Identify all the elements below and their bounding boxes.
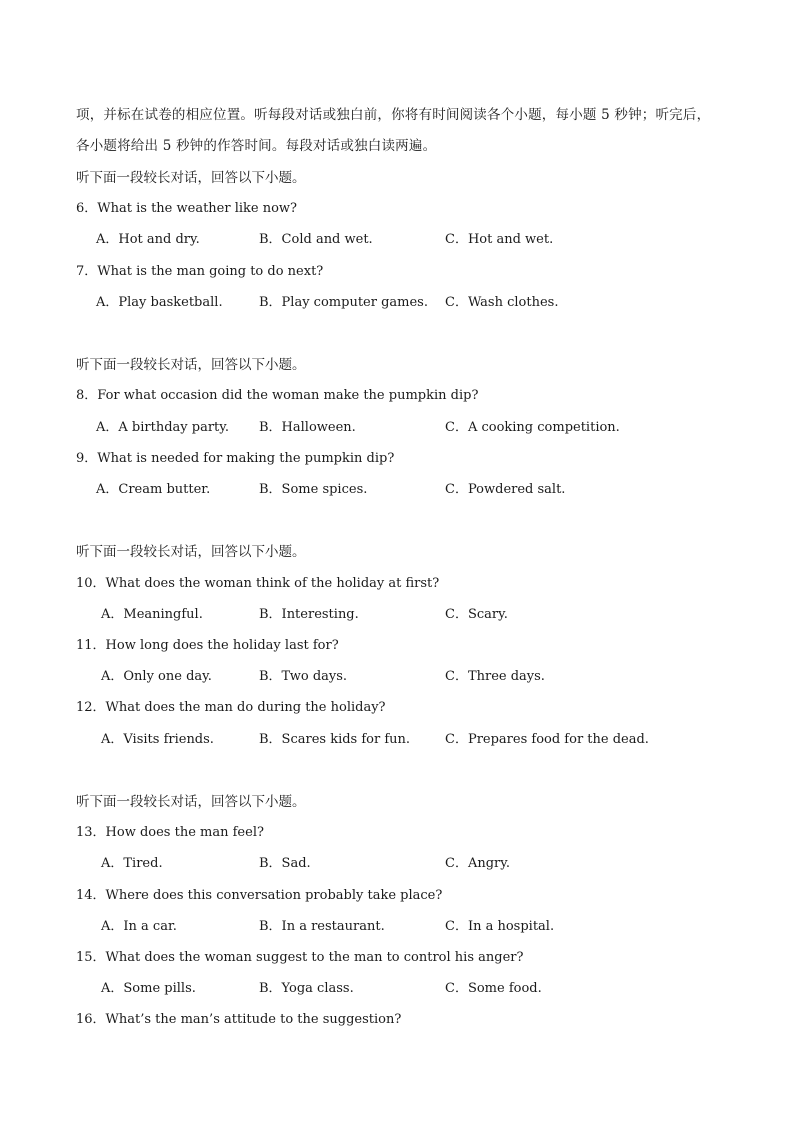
q6-option-a[interactable]: A．Hot and dry. <box>96 232 200 247</box>
question-15: 15．What does the woman suggest to the man to control his anger? <box>76 950 524 965</box>
q9-option-a[interactable]: A．Cream butter. <box>96 482 211 497</box>
q7-option-b[interactable]: B．Play computer games. <box>259 295 428 310</box>
q7-option-c[interactable]: C．Wash clothes. <box>445 295 559 310</box>
q15-option-b[interactable]: B．Yoga class. <box>259 981 354 996</box>
question-10: 10．What does the woman think of the holiday at first? <box>76 576 440 591</box>
q12-option-c[interactable]: C．Prepares food for the dead. <box>445 732 649 747</box>
q10-option-a[interactable]: A．Meaningful. <box>101 607 203 622</box>
section-heading: 听下面一段较长对话，回答以下小题。 <box>76 544 306 560</box>
q15-option-c[interactable]: C．Some food. <box>445 981 542 996</box>
q6-option-c[interactable]: C．Hot and wet. <box>445 232 554 247</box>
q13-option-a[interactable]: A．Tired. <box>101 856 163 871</box>
q13-option-c[interactable]: C．Angry. <box>445 856 510 871</box>
q8-option-c[interactable]: C．A cooking competition. <box>445 420 620 435</box>
question-12: 12．What does the man do during the holiday? <box>76 700 386 715</box>
q10-option-c[interactable]: C．Scary. <box>445 607 508 622</box>
q9-option-b[interactable]: B．Some spices. <box>259 482 368 497</box>
q11-option-a[interactable]: A．Only one day. <box>101 669 212 684</box>
q11-option-c[interactable]: C．Three days. <box>445 669 545 684</box>
q14-option-a[interactable]: A．In a car. <box>101 919 177 934</box>
q10-option-b[interactable]: B．Interesting. <box>259 607 359 622</box>
q15-option-a[interactable]: A．Some pills. <box>101 981 196 996</box>
question-11: 11．How long does the holiday last for? <box>76 638 339 653</box>
instructions <box>76 100 736 162</box>
q11-option-b[interactable]: B．Two days. <box>259 669 348 684</box>
q12-option-b[interactable]: B．Scares kids for fun. <box>259 732 411 747</box>
q6-option-b[interactable]: B．Cold and wet. <box>259 232 373 247</box>
q14-option-c[interactable]: C．In a hospital. <box>445 919 555 934</box>
q12-option-a[interactable]: A．Visits friends. <box>101 732 214 747</box>
section-heading: 听下面一段较长对话，回答以下小题。 <box>76 170 306 186</box>
q13-option-b[interactable]: B．Sad. <box>259 856 311 871</box>
q14-option-b[interactable]: B．In a restaurant. <box>259 919 385 934</box>
question-6: 6．What is the weather like now? <box>76 201 298 216</box>
q8-option-b[interactable]: B．Halloween. <box>259 420 356 435</box>
section-heading: 听下面一段较长对话，回答以下小题。 <box>76 794 306 810</box>
question-7: 7．What is the man going to do next? <box>76 264 324 279</box>
question-8: 8．For what occasion did the woman make the pumpkin dip? <box>76 388 479 403</box>
question-16: 16．What’s the man’s attitude to the suggestion? <box>76 1012 402 1027</box>
question-13: 13．How does the man feel? <box>76 825 264 840</box>
instruction-line: 各小题将给出 5 秒钟的作答时间。每段对话或独白读两遍。 <box>76 138 437 154</box>
q8-option-a[interactable]: A．A birthday party. <box>96 420 230 435</box>
section-heading: 听下面一段较长对话，回答以下小题。 <box>76 357 306 373</box>
q7-option-a[interactable]: A．Play basketball. <box>96 295 223 310</box>
q9-option-c[interactable]: C．Powdered salt. <box>445 482 566 497</box>
question-14: 14．Where does this conversation probably take place? <box>76 888 443 903</box>
instruction-line: 项，并标在试卷的相应位置。听每段对话或独白前，你将有时间阅读各个小题，每小题 5 秒钟；听完后， <box>76 107 711 123</box>
question-9: 9．What is needed for making the pumpkin dip? <box>76 451 395 466</box>
